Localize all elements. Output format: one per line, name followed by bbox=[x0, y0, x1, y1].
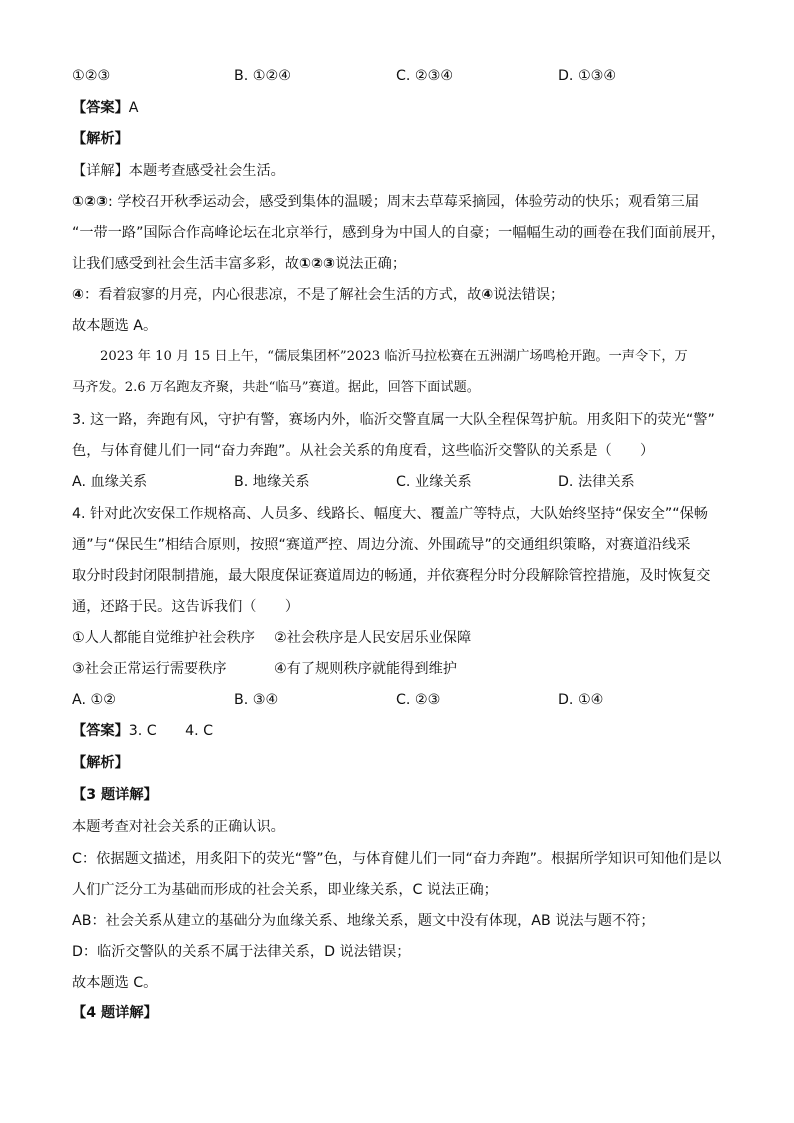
q3-detail-c-line1: C：依据题文描述，用炙阳下的荧光“警”色，与体育健儿们一同“奋力奔跑”。根据所学知识可知他们是以 bbox=[72, 851, 722, 867]
p1-line3-b: ①②③ bbox=[299, 256, 336, 272]
passage-line2: 马齐发。2.6 万名跑友齐聚，共赴“临马”赛道。据此，回答下面试题。 bbox=[72, 380, 480, 395]
q3-detail-label: 【3 题详解】 bbox=[72, 787, 158, 803]
answer-label: 【答案】 bbox=[72, 723, 129, 739]
q3-stem-line1: 3. 这一路，奔跑有风，守护有警，赛场内外，临沂交警直属一大队全程保驾护航。用炙阳下的荧光“警” bbox=[72, 412, 715, 428]
q2-detail-p1-line3 bbox=[72, 254, 732, 274]
passage-line1: 2023 年 10 月 15 日上午，“儒辰集团杯”2023 临沂马拉松赛在五洲湖广场鸣枪开跑。一声令下，万 bbox=[100, 349, 688, 364]
q3-option-a: A. 血缘关系 bbox=[72, 474, 148, 490]
q4-statements-row1 bbox=[72, 628, 732, 648]
q2-detail-p1-line2: “一带一路”国际合作高峰论坛在北京举行，感到身为中国人的自豪；一幅幅生动的画卷在我们面前展开， bbox=[72, 225, 726, 241]
detail-text: 本题考查感受社会生活。 bbox=[128, 163, 285, 179]
q3-options-row bbox=[72, 472, 732, 492]
q34-answer bbox=[72, 721, 732, 741]
q4-stem-line1: 4. 针对此次安保工作规格高、人员多、线路长、幅度大、覆盖广等特点，大队始终坚持“保安全”“保畅 bbox=[72, 506, 708, 522]
q3-detail-ab-line: AB：社会关系从建立的基础分为血缘关系、地缘关系，题文中没有体现，AB 说法与题不符； bbox=[72, 913, 655, 929]
p1-line3-c: 说法正确； bbox=[335, 256, 407, 272]
answer-value: 3. C 4. C bbox=[128, 723, 214, 739]
q2-answer bbox=[72, 98, 732, 118]
q4-option-b: B. ③④ bbox=[234, 692, 279, 708]
q2-conclusion: 故本题选 A。 bbox=[72, 318, 158, 334]
q2-option-a: ①②③ bbox=[72, 68, 111, 84]
q3-detail-intro: 本题考查对社会关系的正确认识。 bbox=[72, 819, 285, 835]
p1-label: ①②③ bbox=[72, 194, 109, 210]
q2-option-c: C. ②③④ bbox=[396, 68, 454, 84]
p2-text-b: ④ bbox=[481, 287, 494, 303]
q2-options-row bbox=[72, 66, 732, 86]
answer-value: A bbox=[128, 100, 139, 116]
q3-option-d: D. 法律关系 bbox=[558, 474, 635, 490]
q3-stem-line2: 色，与体育健儿们一同“奋力奔跑”。从社会关系的角度看，这些临沂交警队的关系是（ ） bbox=[72, 443, 655, 459]
q4-detail-label: 【4 题详解】 bbox=[72, 1005, 158, 1021]
p2-label: ④ bbox=[72, 287, 85, 303]
q34-analysis-label: 【解析】 bbox=[72, 755, 129, 771]
q4-statements-row2 bbox=[72, 659, 732, 679]
q3-option-c: C. 业缘关系 bbox=[396, 474, 472, 490]
p2-text-a: ：看着寂寥的月亮，内心很悲凉，不是了解社会生活的方式，故 bbox=[84, 287, 482, 303]
q2-detail-p1-line1 bbox=[72, 192, 732, 212]
p1-line3-a: 让我们感受到社会生活丰富多彩，故 bbox=[72, 256, 300, 272]
q4-option-c: C. ②③ bbox=[396, 692, 441, 708]
q3-detail-d-line: D：临沂交警队的关系不属于法律关系，D 说法错误； bbox=[72, 944, 411, 960]
detail-label: 【详解】 bbox=[72, 163, 129, 179]
q2-detail bbox=[72, 161, 732, 181]
q4-statement-1: ①人人都能自觉维护社会秩序 bbox=[72, 630, 255, 646]
answer-label: 【答案】 bbox=[72, 100, 129, 116]
q3-option-b: B. 地缘关系 bbox=[234, 474, 310, 490]
q2-option-d: D. ①③④ bbox=[558, 68, 617, 84]
q4-statement-2: ②社会秩序是人民安居乐业保障 bbox=[274, 630, 472, 646]
q4-stem-line3: 取分时段封闭限制措施，最大限度保证赛道周边的畅通，并依赛程分时分段解除管控措施，及时恢复交 bbox=[72, 568, 711, 584]
q4-statement-3: ③社会正常运行需要秩序 bbox=[72, 661, 227, 677]
q3-detail-conclusion: 故本题选 C。 bbox=[72, 975, 158, 991]
q3-detail-c-line2: 人们广泛分工为基础而形成的社会关系，即业缘关系，C 说法正确； bbox=[72, 882, 498, 898]
q4-option-d: D. ①④ bbox=[558, 692, 604, 708]
q4-stem-line4: 通，还路于民。这告诉我们（ ） bbox=[72, 599, 300, 615]
q4-stem-line2: 通”与“保民生”相结合原则，按照“赛道严控、周边分流、外围疏导”的交通组织策略，对赛道沿线采 bbox=[72, 537, 691, 553]
q4-option-a: A. ①② bbox=[72, 692, 116, 708]
q2-detail-p2 bbox=[72, 285, 732, 305]
p2-text-c: 说法错误； bbox=[493, 287, 565, 303]
p1-line1-text: : 学校召开秋季运动会，感受到集体的温暖；周末去草莓采摘园，体验劳动的快乐；观看第三届 bbox=[108, 194, 700, 210]
q4-options-row bbox=[72, 690, 732, 710]
q2-option-b: B. ①②④ bbox=[234, 68, 291, 84]
q2-analysis-label: 【解析】 bbox=[72, 131, 129, 147]
q4-statement-4: ④有了规则秩序就能得到维护 bbox=[274, 661, 457, 677]
